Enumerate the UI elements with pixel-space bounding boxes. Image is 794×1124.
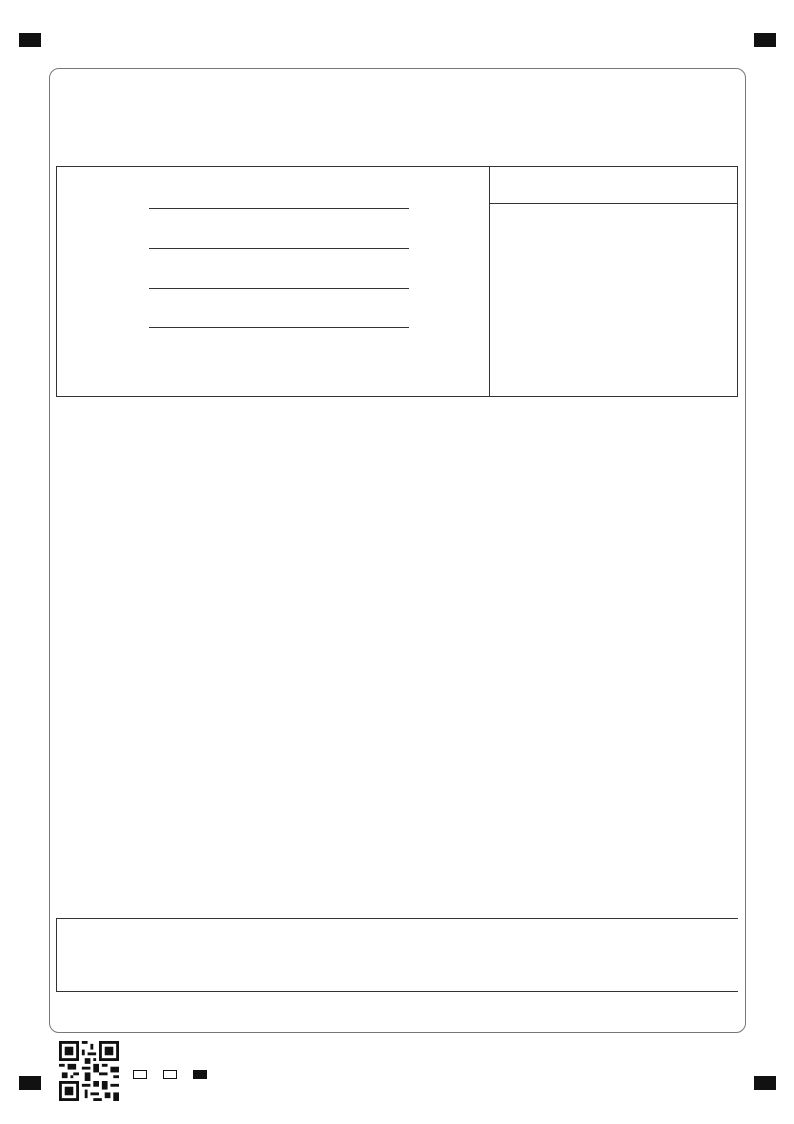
separator-marks-1	[72, 545, 724, 555]
seat-field[interactable]	[149, 327, 409, 328]
exam-number-grid	[489, 166, 738, 397]
qr-code-icon	[59, 1041, 119, 1101]
status-box-1	[133, 1070, 147, 1079]
corner-mark-bottom-left	[19, 1076, 41, 1090]
corner-mark-top-left	[19, 33, 41, 47]
school-field[interactable]	[149, 248, 409, 249]
exam-number-title	[490, 166, 738, 204]
status-box-2	[163, 1070, 177, 1079]
fill-in-box	[56, 918, 738, 992]
name-field[interactable]	[149, 208, 409, 209]
status-box-3	[193, 1070, 207, 1079]
separator-marks-2	[72, 716, 724, 726]
corner-mark-bottom-right	[754, 1076, 776, 1090]
class-field[interactable]	[149, 288, 409, 289]
corner-mark-top-right	[754, 33, 776, 47]
separator-marks-3	[72, 878, 724, 888]
